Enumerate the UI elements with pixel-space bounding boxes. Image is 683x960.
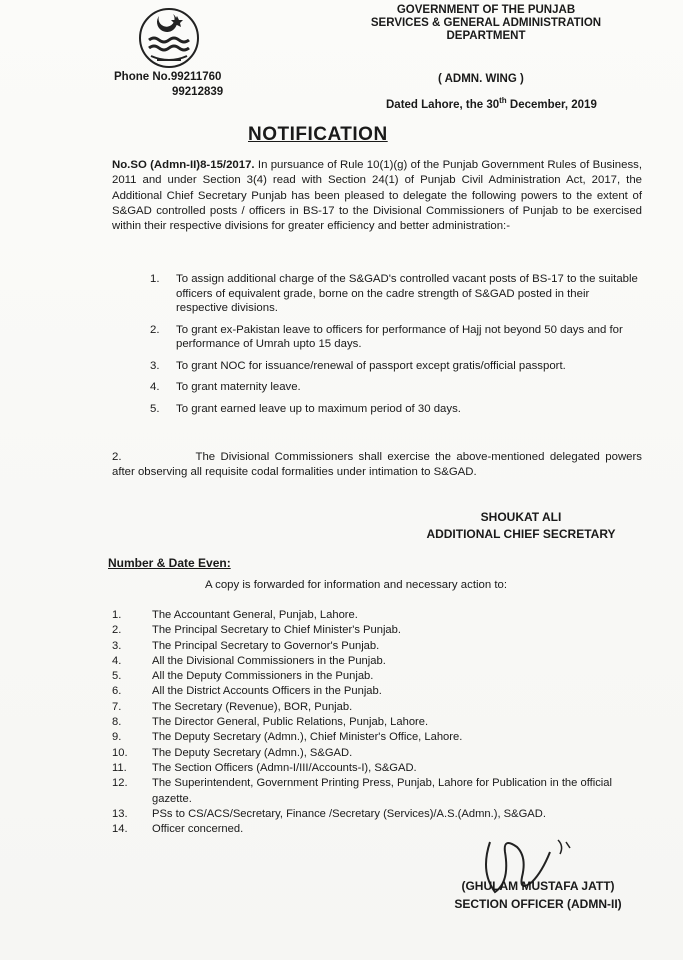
list-item: [112, 776, 632, 807]
phone-numbers: [114, 70, 223, 100]
recipients-list: [112, 608, 632, 837]
reference-number: No.SO (Admn-II)8-15/2017.: [112, 159, 255, 171]
item-number: 2.: [150, 323, 160, 336]
item-number: 5.: [150, 402, 160, 415]
item-number: 4.: [112, 654, 122, 667]
item-number: 5.: [112, 670, 122, 683]
item-text: To grant earned leave up to maximum period of 30 days.: [176, 402, 461, 415]
list-item: [112, 639, 632, 654]
list-item: [150, 323, 640, 352]
paragraph-number: 2.: [112, 451, 122, 463]
item-number: 6.: [112, 685, 122, 698]
number-date-heading: Number & Date Even:: [108, 556, 231, 570]
list-item: [112, 730, 632, 745]
date-superscript: th: [499, 96, 507, 105]
government-punjab-emblem-icon: [137, 6, 201, 70]
item-text: The Superintendent, Government Printing Press, Punjab, Lahore for Publication in the official gazette.: [152, 777, 612, 805]
item-text: The Deputy Secretary (Admn.), S&GAD.: [152, 746, 353, 759]
item-number: 1.: [112, 609, 122, 621]
section-officer-block: [438, 877, 638, 913]
document-title: NOTIFICATION: [248, 124, 388, 145]
signatory-title: ADDITIONAL CHIEF SECRETARY: [426, 527, 616, 541]
department-heading: [336, 4, 636, 43]
officer-name: (GHULAM MUSTAFA JATT): [461, 879, 615, 893]
item-text: All the District Accounts Officers in the Punjab.: [152, 685, 382, 698]
item-number: 2.: [112, 624, 122, 637]
item-text: The Principal Secretary to Chief Minister's Punjab.: [152, 624, 401, 637]
list-item: [150, 380, 640, 395]
second-paragraph: [112, 450, 642, 481]
item-text: To grant maternity leave.: [176, 381, 301, 393]
item-number: 11.: [112, 761, 127, 774]
list-item: [112, 669, 632, 684]
item-text: The Accountant General, Punjab, Lahore.: [152, 609, 358, 621]
item-number: 9.: [112, 731, 122, 744]
signatory-name: SHOUKAT ALI: [480, 510, 562, 524]
item-number: 3.: [150, 359, 160, 372]
item-number: 12.: [112, 777, 128, 790]
list-item: [112, 715, 632, 730]
list-item: [112, 608, 632, 623]
list-item: [112, 807, 632, 822]
item-number: 4.: [150, 381, 160, 393]
item-text: The Principal Secretary to Governor's Punjab.: [152, 639, 380, 652]
item-text: The Deputy Secretary (Admn.), Chief Minister's Office, Lahore.: [152, 731, 463, 744]
list-item: [112, 761, 632, 776]
item-text: To assign additional charge of the S&GAD's controlled vacant posts of BS-17 to the suitable officers of equivalent grade, borne on the cadre strength of S&GAD posted in their respective divisions.: [176, 273, 638, 314]
item-text: The Section Officers (Admn-I/III/Accounts-I), S&GAD.: [152, 761, 417, 774]
gov-line-3: DEPARTMENT: [446, 30, 526, 42]
date-suffix: December, 2019: [506, 98, 597, 111]
item-number: 13.: [112, 807, 128, 820]
date-prefix: Dated Lahore, the 30: [386, 98, 500, 111]
item-text: All the Divisional Commissioners in the Punjab.: [152, 654, 386, 667]
gov-line-2: SERVICES & GENERAL ADMINISTRATION: [370, 17, 602, 29]
paragraph-text: The Divisional Commissioners shall exercise the above-mentioned delegated powers after observing all requisite codal formalities under intimation to S&GAD.: [112, 451, 642, 479]
list-item: [112, 623, 632, 638]
item-number: 14.: [112, 823, 128, 836]
item-number: 10.: [112, 746, 128, 759]
item-text: PSs to CS/ACS/Secretary, Finance /Secretary (Services)/A.S.(Admn.), S&GAD.: [152, 807, 546, 820]
intro-text: In pursuance of Rule 10(1)(g) of the Punjab Government Rules of Business, 2011 and under Section 3(4) read with Section 24(1) of Punjab Civil Administration Act, 2017, the Additional Chief Secretary Punjab has been pleased to delegate the following powers to the extent of S&GAD controlled posts / officers in BS-17 to the Divisional Commissioners of Punjab to be exercised within their respective divisions for greater efficiency and better administration:-: [112, 159, 642, 233]
phone-line-2: 99212839: [172, 86, 224, 98]
item-number: 8.: [112, 716, 122, 729]
list-item: [150, 359, 640, 374]
list-item: [112, 746, 632, 761]
list-item: [150, 402, 640, 417]
item-text: To grant ex-Pakistan leave to officers for performance of Hajj not beyond 50 days and for performance of Umrah upto 15 days.: [176, 323, 623, 350]
wing-label: ( ADMN. WING ): [438, 73, 524, 85]
item-text: To grant NOC for issuance/renewal of passport except gratis/official passport.: [176, 359, 566, 372]
phone-line-1: Phone No.99211760: [114, 71, 222, 83]
item-text: The Secretary (Revenue), BOR, Punjab.: [152, 700, 353, 713]
date-line: [386, 96, 597, 111]
item-text: The Director General, Public Relations, Punjab, Lahore.: [152, 716, 429, 729]
list-item: [112, 700, 632, 715]
list-item: [150, 272, 640, 316]
list-item: [112, 654, 632, 669]
item-number: 7.: [112, 700, 122, 713]
list-item: [112, 684, 632, 699]
item-number: 1.: [150, 273, 160, 285]
gov-line-1: GOVERNMENT OF THE PUNJAB: [396, 4, 576, 16]
item-text: All the Deputy Commissioners in the Punjab.: [152, 670, 374, 683]
copy-forward-line: A copy is forwarded for information and necessary action to:: [205, 579, 508, 591]
delegated-powers-list: [150, 272, 640, 423]
intro-paragraph: [112, 158, 642, 234]
item-number: 3.: [112, 639, 122, 652]
officer-title: SECTION OFFICER (ADMN-II): [454, 897, 622, 911]
signatory-block: [405, 509, 637, 543]
item-text: Officer concerned.: [152, 823, 244, 836]
